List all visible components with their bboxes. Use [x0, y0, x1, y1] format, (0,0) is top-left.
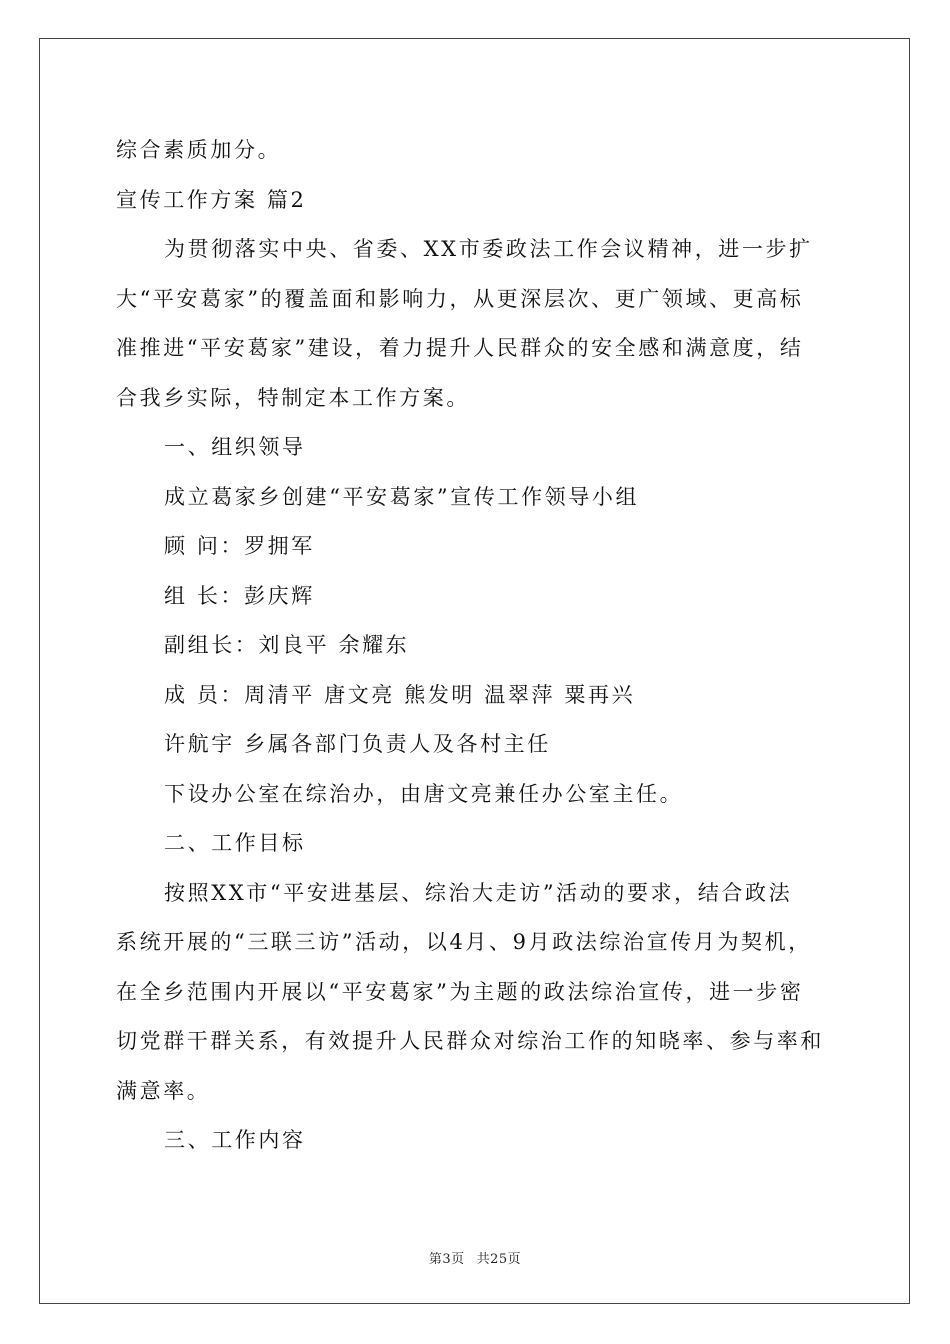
heading-goals: 二、工作目标	[164, 831, 306, 855]
paragraph-line: 切党群干群关系，有效提升人民群众对综治工作的知晓率、参与率和	[116, 1029, 824, 1053]
paragraph-line: 合我乡实际，特制定本工作方案。	[116, 385, 470, 410]
section-title: 宣传工作方案 篇2	[116, 187, 307, 212]
paragraph-line: 下设办公室在综治办，由唐文亮兼任办公室主任。	[164, 781, 684, 806]
member-line: 副组长：刘良平 余耀东	[164, 633, 410, 657]
paragraph-line: 按照XX市“平安进基层、综治大走访”活动的要求，结合政法	[164, 880, 793, 905]
member-line: 成 员：周清平 唐文亮 熊发明 温翠萍 粟再兴	[164, 682, 636, 707]
paragraph-line: 在全乡范围内开展以“平安葛家”为主题的政法综治宣传，进一步密	[116, 979, 804, 1004]
paragraph-line: 准推进“平安葛家”建设，着力提升人民群众的安全感和满意度，结	[116, 336, 804, 360]
page-total: 共25页	[476, 1252, 522, 1267]
heading-content: 三、工作内容	[164, 1128, 306, 1152]
paragraph-line: 综合素质加分。	[116, 138, 282, 162]
paragraph-line: 大“平安葛家”的覆盖面和影响力，从更深层次、更广领域、更高标	[116, 286, 804, 311]
document-body	[116, 126, 836, 1166]
paragraph-line: 满意率。	[116, 1078, 211, 1103]
page-number: 第3页	[428, 1252, 465, 1267]
paragraph-line: 系统开展的“三联三访”活动，以4月、9月政法综治宣传月为契机，	[116, 930, 812, 954]
heading-organization: 一、组织领导	[164, 435, 306, 459]
paragraph-line: 为贯彻落实中央、省委、XX市委政法工作会议精神，进一步扩	[164, 237, 813, 261]
member-line: 许航宇 乡属各部门负责人及各村主任	[164, 732, 551, 756]
page-footer	[0, 1248, 950, 1267]
member-line: 顾 问：罗拥军	[164, 534, 315, 558]
member-line: 组 长：彭庆辉	[164, 583, 315, 608]
paragraph-line: 成立葛家乡创建“平安葛家”宣传工作领导小组	[164, 484, 640, 509]
